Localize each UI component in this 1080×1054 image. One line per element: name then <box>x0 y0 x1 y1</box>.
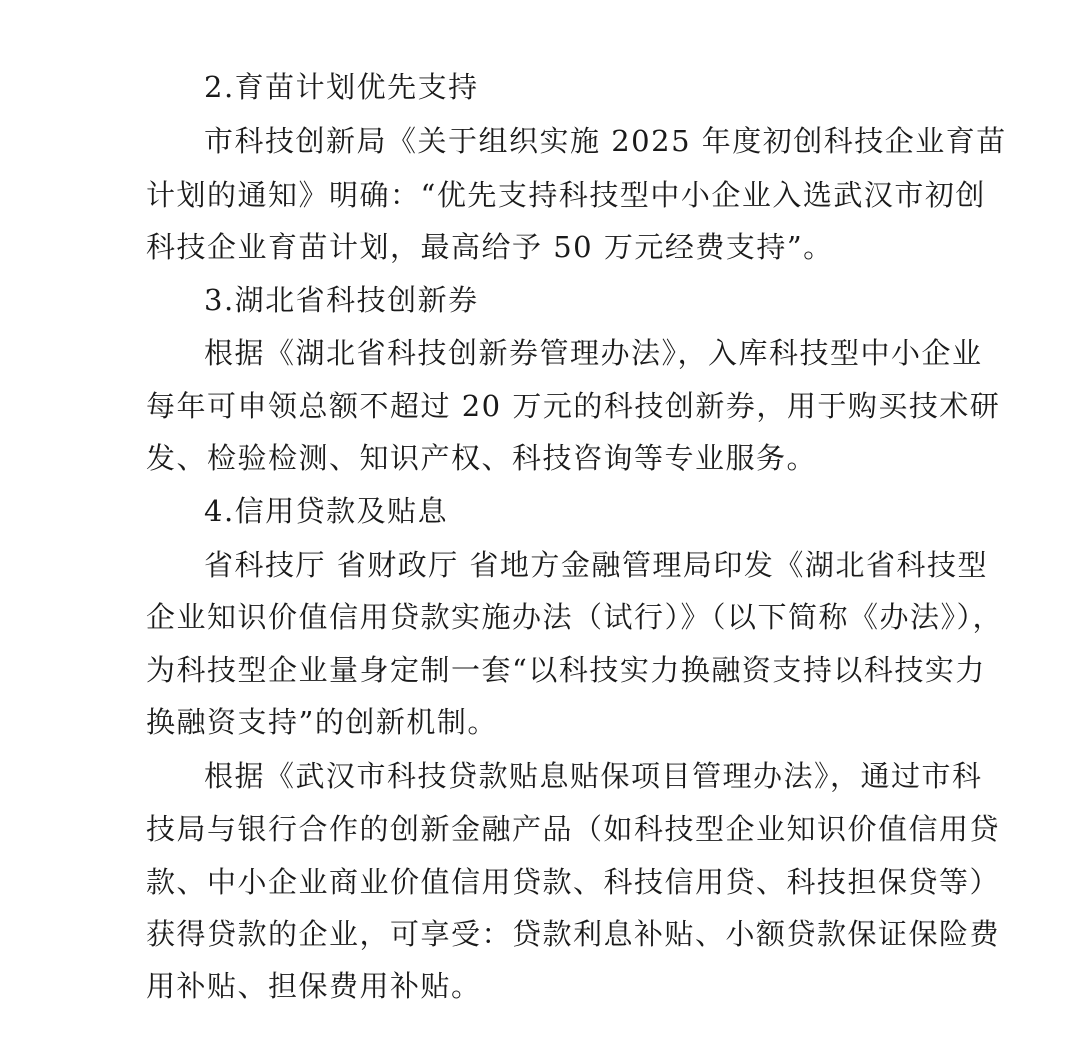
paragraph-line: 获得贷款的企业，可享受：贷款利息补贴、小额贷款保证保险费 <box>146 917 1001 951</box>
paragraph-line: 换融资支持”的创新机制。 <box>146 705 498 739</box>
section-heading-2: 2.育苗计划优先支持 <box>204 70 479 104</box>
paragraph-line: 市科技创新局《关于组织实施 2025 年度初创科技企业育苗 <box>204 124 1007 158</box>
paragraph-line: 计划的通知》明确：“优先支持科技型中小企业入选武汉市初创 <box>146 178 986 212</box>
paragraph-line: 企业知识价值信用贷款实施办法（试行）》（以下简称《办法》）， <box>146 600 1004 634</box>
paragraph-line: 发、检验检测、知识产权、科技咨询等专业服务。 <box>146 441 818 475</box>
paragraph-line: 根据《武汉市科技贷款贴息贴保项目管理办法》，通过市科 <box>204 759 983 793</box>
paragraph-line: 用补贴、担保费用补贴。 <box>146 969 482 1003</box>
paragraph-line: 根据《湖北省科技创新券管理办法》，入库科技型中小企业 <box>204 336 983 370</box>
section-heading-4: 4.信用贷款及贴息 <box>204 494 449 528</box>
paragraph-line: 每年可申领总额不超过 20 万元的科技创新券，用于购买技术研 <box>146 389 1001 423</box>
paragraph-line: 科技企业育苗计划，最高给予 50 万元经费支持”。 <box>146 230 834 264</box>
paragraph-line: 技局与银行合作的创新金融产品（如科技型企业知识价值信用贷 <box>146 812 1001 846</box>
paragraph-line: 省科技厅 省财政厅 省地方金融管理局印发《湖北省科技型 <box>204 548 988 582</box>
paragraph-line: 款、中小企业商业价值信用贷款、科技信用贷、科技担保贷等） <box>146 865 1001 899</box>
paragraph-line: 为科技型企业量身定制一套“以科技实力换融资支持以科技实力 <box>146 653 986 687</box>
section-heading-3: 3.湖北省科技创新券 <box>204 283 479 317</box>
